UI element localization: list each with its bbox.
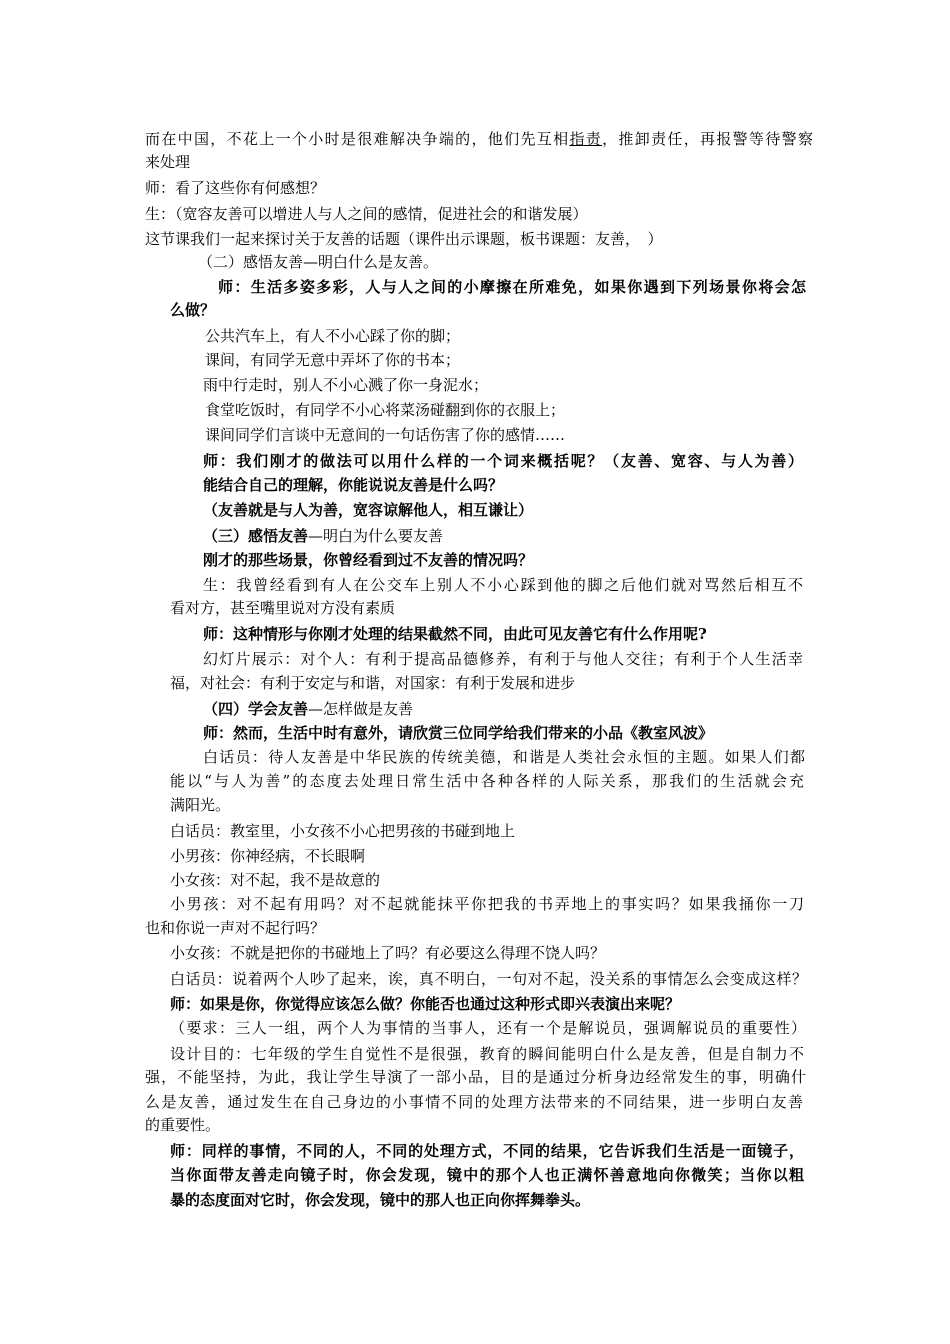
- text-line: [170, 893, 804, 915]
- text-line: [203, 474, 503, 496]
- text-line: [203, 549, 533, 571]
- text-line: [203, 722, 713, 744]
- text-line: [170, 1043, 804, 1065]
- text-line: [170, 968, 807, 990]
- text-run: 小女孩：不就是把你的书碰地上了吗？有必要这么得理不饶人吗？: [170, 944, 606, 962]
- text-line: [170, 1017, 806, 1039]
- text-run: 小女孩：对不起，我不是故意的: [170, 871, 381, 889]
- text-run: 白话员：说着两个人吵了起来，诶，真不明白，一句对不起，没关系的事情怎么会变成这样？: [170, 970, 807, 988]
- text-line: [218, 276, 806, 298]
- bold-text: 师：然而，生活中时有意外，请欣赏三位同学给我们带来的小品《教室风波》: [203, 724, 714, 742]
- text-line: [145, 177, 325, 199]
- text-line: [145, 203, 588, 225]
- bold-text: 师：如果是你，你觉得应该怎么做？你能否也通过这种形式即兴表演出来呢？: [170, 995, 681, 1013]
- text-run: 课间，有同学无意中弄坏了你的书本；: [205, 351, 461, 369]
- text-run: —怎样做是友善: [308, 700, 414, 718]
- bold-text: 能结合自己的理解，你能说说友善是什么吗？: [203, 476, 504, 494]
- text-line: [205, 424, 565, 446]
- text-line: [145, 1114, 220, 1136]
- text-line: [145, 228, 663, 250]
- text-run: 小男孩：对不起有用吗？对不起就能抹平你把我的书弄地上的事实吗？如果我捅你一刀: [170, 895, 804, 913]
- text-line: [203, 698, 413, 720]
- text-line: [145, 917, 325, 939]
- text-run: 白话员：待人友善是中华民族的传统美德，和谐是人类社会永恒的主题。如果人们都: [203, 748, 805, 766]
- text-run: ，推卸责任，再报警等待警察: [602, 130, 813, 148]
- text-run: 来处理: [145, 153, 191, 171]
- text-line: [203, 574, 803, 596]
- bold-text: （三）感悟友善: [203, 527, 309, 545]
- text-run: 福，对社会：有利于安定与和谐，对国家：有利于发展和进步: [170, 674, 576, 692]
- text-line: [170, 299, 215, 321]
- text-line: [170, 820, 515, 842]
- bold-text: （友善就是与人为善，宽容谅解他人，相互谦让）: [203, 501, 534, 519]
- text-line: [170, 672, 575, 694]
- text-run: 的重要性。: [145, 1116, 221, 1134]
- text-line: [205, 399, 565, 421]
- text-run: 强，不能坚持，为此，我让学生导演了一部小品，目的是通过分析身边经常发生的事，明确什: [145, 1068, 806, 1086]
- text-line: [198, 251, 438, 273]
- text-line: [170, 993, 680, 1015]
- text-run: 公共汽车上，有人不小心踩了你的脚；: [205, 327, 461, 345]
- text-run: 白话员：教室里，小女孩不小心把男孩的书碰到地上: [170, 822, 516, 840]
- text-line: [205, 349, 460, 371]
- text-line: [145, 151, 190, 173]
- text-line: [203, 623, 707, 645]
- text-line: [170, 770, 804, 792]
- text-run: 而在中国，不花上一个小时是很难解决争端的，他们先互相: [145, 130, 570, 148]
- text-run: 也和你说一声对不起行吗？: [145, 919, 326, 937]
- underlined-text: 指责: [569, 130, 603, 148]
- text-line: [170, 597, 395, 619]
- text-line: [203, 374, 488, 396]
- bold-text: （四）学会友善: [203, 700, 309, 718]
- bold-text: 么做？: [170, 301, 216, 319]
- bold-text: 当你面带友善走向镜子时，你会发现，镜中的那个人也正满怀善意地向你微笑；当你以粗: [170, 1166, 804, 1184]
- bold-text: 师：我们刚才的做法可以用什么样的一个词来概括呢？（友善、宽容、与人为善）: [203, 452, 803, 470]
- bold-text: 师：同样的事情，不同的人，不同的处理方式，不同的结果，它告诉我们生活是一面镜子，: [170, 1142, 804, 1160]
- text-line: [203, 525, 443, 547]
- text-run: 课间同学们言谈中无意间的一句话伤害了你的感情……: [205, 426, 566, 444]
- bold-text: 师：生活多姿多彩，人与人之间的小摩擦在所难免，如果你遇到下列场景你将会怎: [218, 278, 806, 296]
- text-run: 幻灯片展示：对个人：有利于提高品德修养，有利于与他人交往；有利于个人生活幸: [203, 650, 803, 668]
- text-run: 食堂吃饭时，有同学不小心将菜汤碰翻到你的衣服上；: [205, 401, 566, 419]
- text-line: [170, 1140, 804, 1162]
- text-run: 么是友善，通过发生在自己身边的小事情不同的处理方法带来的不同结果，进一步明白友善: [145, 1093, 803, 1111]
- text-line: [145, 1091, 803, 1113]
- text-run: 设计目的：七年级的学生自觉性不是很强，教育的瞬间能明白什么是友善，但是自制力不: [170, 1045, 804, 1063]
- text-line: [145, 128, 813, 150]
- text-run: —明白为什么要友善: [308, 527, 444, 545]
- text-line: [170, 845, 365, 867]
- bold-text: 师：这种情形与你刚才处理的结果截然不同，由此可见友善它有什么作用呢?: [203, 625, 707, 643]
- text-run: （要求：三人一组，两个人为事情的当事人，还有一个是解说员，强调解说员的重要性）: [170, 1019, 806, 1037]
- text-line: [170, 1189, 590, 1211]
- text-line: [203, 648, 803, 670]
- text-line: [170, 1164, 804, 1186]
- text-run: 这节课我们一起来探讨关于友善的话题（课件出示课题，板书课题：友善， ）: [145, 230, 663, 248]
- text-run: 生：（宽容友善可以增进人与人之间的感情，促进社会的和谐发展）: [145, 205, 588, 223]
- text-line: [170, 794, 230, 816]
- text-line: [145, 1066, 806, 1088]
- text-line: [203, 450, 803, 472]
- text-run: 看对方，甚至嘴里说对方没有素质: [170, 599, 396, 617]
- bold-text: 刚才的那些场景，你曾经看到过不友善的情况吗？: [203, 551, 534, 569]
- text-line: [205, 325, 460, 347]
- text-run: 能以“与人为善”的态度去处理日常生活中各种各样的人际关系，那我们的生活就会充: [170, 772, 804, 790]
- text-run: 雨中行走时，别人不小心溅了你一身泥水；: [203, 376, 489, 394]
- text-line: [203, 746, 805, 768]
- text-line: [203, 499, 533, 521]
- text-line: [170, 942, 605, 964]
- text-run: （二）感悟友善—明白什么是友善。: [198, 253, 439, 271]
- bold-text: 暴的态度面对它时，你会发现，镜中的那人也正向你挥舞拳头。: [170, 1191, 591, 1209]
- text-run: 生：我曾经看到有人在公交车上别人不小心踩到他的脚之后他们就对骂然后相互不: [203, 576, 803, 594]
- text-run: 小男孩：你神经病，不长眼啊: [170, 847, 366, 865]
- text-run: 师：看了这些你有何感想？: [145, 179, 326, 197]
- text-run: 满阳光。: [170, 796, 231, 814]
- text-line: [170, 869, 380, 891]
